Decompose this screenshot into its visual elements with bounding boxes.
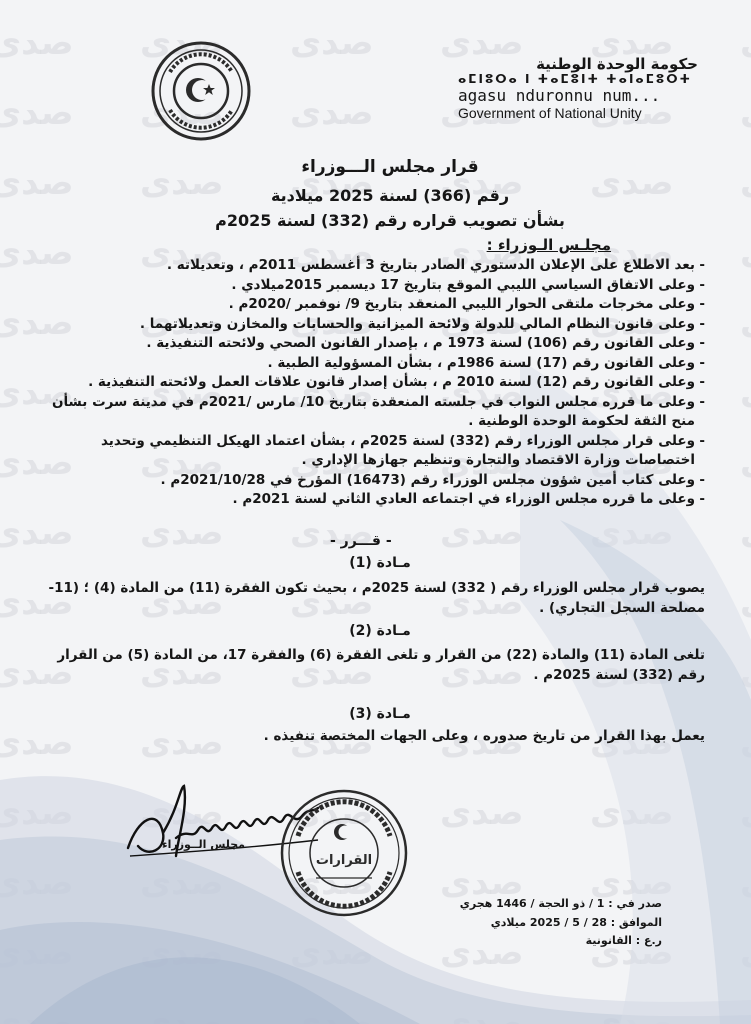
government-seal-icon xyxy=(150,40,252,142)
issue-date-hijri: صدر في : 1 / ذو الحجة / 1446 هجري xyxy=(459,897,662,910)
preamble-list xyxy=(45,256,705,510)
decree-number: رقم (366) لسنة 2025 ميلادية xyxy=(270,186,510,205)
letterhead-arabic: حكومة الوحدة الوطنية xyxy=(536,55,698,73)
preamble-clause: - وعلى القانون رقم (106) لسنة 1973 م ، بإصدار القانون الصحي ولائحته التنفيذية . xyxy=(146,335,705,351)
article-2-title: مـادة (2) xyxy=(349,623,411,639)
preamble-clause: - وعلى الاتفاق السياسي الليبي الموقع بتاريخ 17 ديسمبر 2015ميلادي . xyxy=(231,276,705,293)
preamble-clause: - وعلى كتاب أمين شؤون مجلس الوزراء رقم (16473) المؤرخ في 2021/10/28م . xyxy=(160,471,705,488)
reference-code: ر.ع : القانونية xyxy=(585,934,662,947)
preamble-clause: - بعد الاطلاع على الإعلان الدستوري الصادر بتاريخ 3 أغسطس 2011م ، وتعديلاته . xyxy=(166,257,705,273)
preamble-clause: - وعلى القانون رقم (12) لسنة 2010 م ، بشأن إصدار قانون علاقات العمل ولائحته التنفيذية . xyxy=(88,374,705,390)
article-2-text: تلغى المادة (11) والمادة (22) من القرار و تلغى الفقرة (6) والفقرة 17، من المادة (5) من القرار رقم (332) لسنة 2025م . xyxy=(57,647,705,683)
preamble-clause: - وعلى قرار مجلس الوزراء رقم (332) لسنة 2025م ، بشأن اعتماد الهيكل التنظيمي وتحديد اختصاصات وزارة الاقتصاد والتجارة وتنظيم جهازها الإداري . xyxy=(100,432,705,468)
preamble-clause: - وعلى قانون النظام المالي للدولة ولائحة الميزانية والحسابات والمخازن وتعديلاتهما . xyxy=(139,315,705,332)
council-label: مجلـس الـوزراء : xyxy=(486,236,611,254)
preamble-clause: - وعلى ما قرره مجلس النواب في جلسته المنعقدة بتاريخ 10/ مارس /2021م في مدينة سرت بشأن منح الثقة لحكومة الوحدة الوطنية . xyxy=(51,393,705,429)
issue-date-gregorian: الموافق : 28 / 5 / 2025 ميلادي xyxy=(490,916,662,929)
letterhead xyxy=(458,56,698,122)
official-stamp-icon xyxy=(276,786,412,920)
article-1-title: مـادة (1) xyxy=(349,555,411,571)
signature-caption: مجلس الــوزراء xyxy=(162,838,245,851)
decided-label: - قـــرر - xyxy=(330,533,392,549)
letterhead-tifinagh: ⴰⵎⵏⵓⵔⴰ ⵏ ⵜⴰⵎⵓⵏⵜ ⵜⴰⵏⴰⵎⵓⵔⵜ xyxy=(458,72,693,87)
letterhead-english: Government of National Unity xyxy=(458,105,642,122)
article-3-title: مـادة (3) xyxy=(349,706,411,722)
preamble-clause: - وعلى مخرجات ملتقى الحوار الليبي المنعقد بتاريخ 9/ نوفمبر /2020م . xyxy=(228,296,705,312)
article-3-text: يعمل بهذا القرار من تاريخ صدوره ، وعلى الجهات المختصة تنفيذه . xyxy=(263,728,705,744)
letterhead-latin-amazigh: agasu nduronnu num... xyxy=(458,86,661,106)
preamble-clause: - وعلى ما قرره مجلس الوزراء في اجتماعه العادي الثاني لسنة 2021م . xyxy=(232,491,705,507)
article-1-text: يصوب قرار مجلس الوزراء رقم ( 332) لسنة 2025م ، بحيث تكون الفقرة (11) من المادة (4) ؛ (11- مصلحة السجل التجاري) . xyxy=(48,580,705,616)
decree-title: قرار مجلس الـــوزراء xyxy=(301,157,479,177)
preamble-clause: - وعلى القانون رقم (17) لسنة 1986م ، بشأن المسؤولية الطبية . xyxy=(267,354,705,371)
svg-text:القرارات: القرارات xyxy=(315,853,373,868)
decree-subject: بشأن تصويب قراره رقم (332) لسنة 2025م xyxy=(215,211,565,230)
